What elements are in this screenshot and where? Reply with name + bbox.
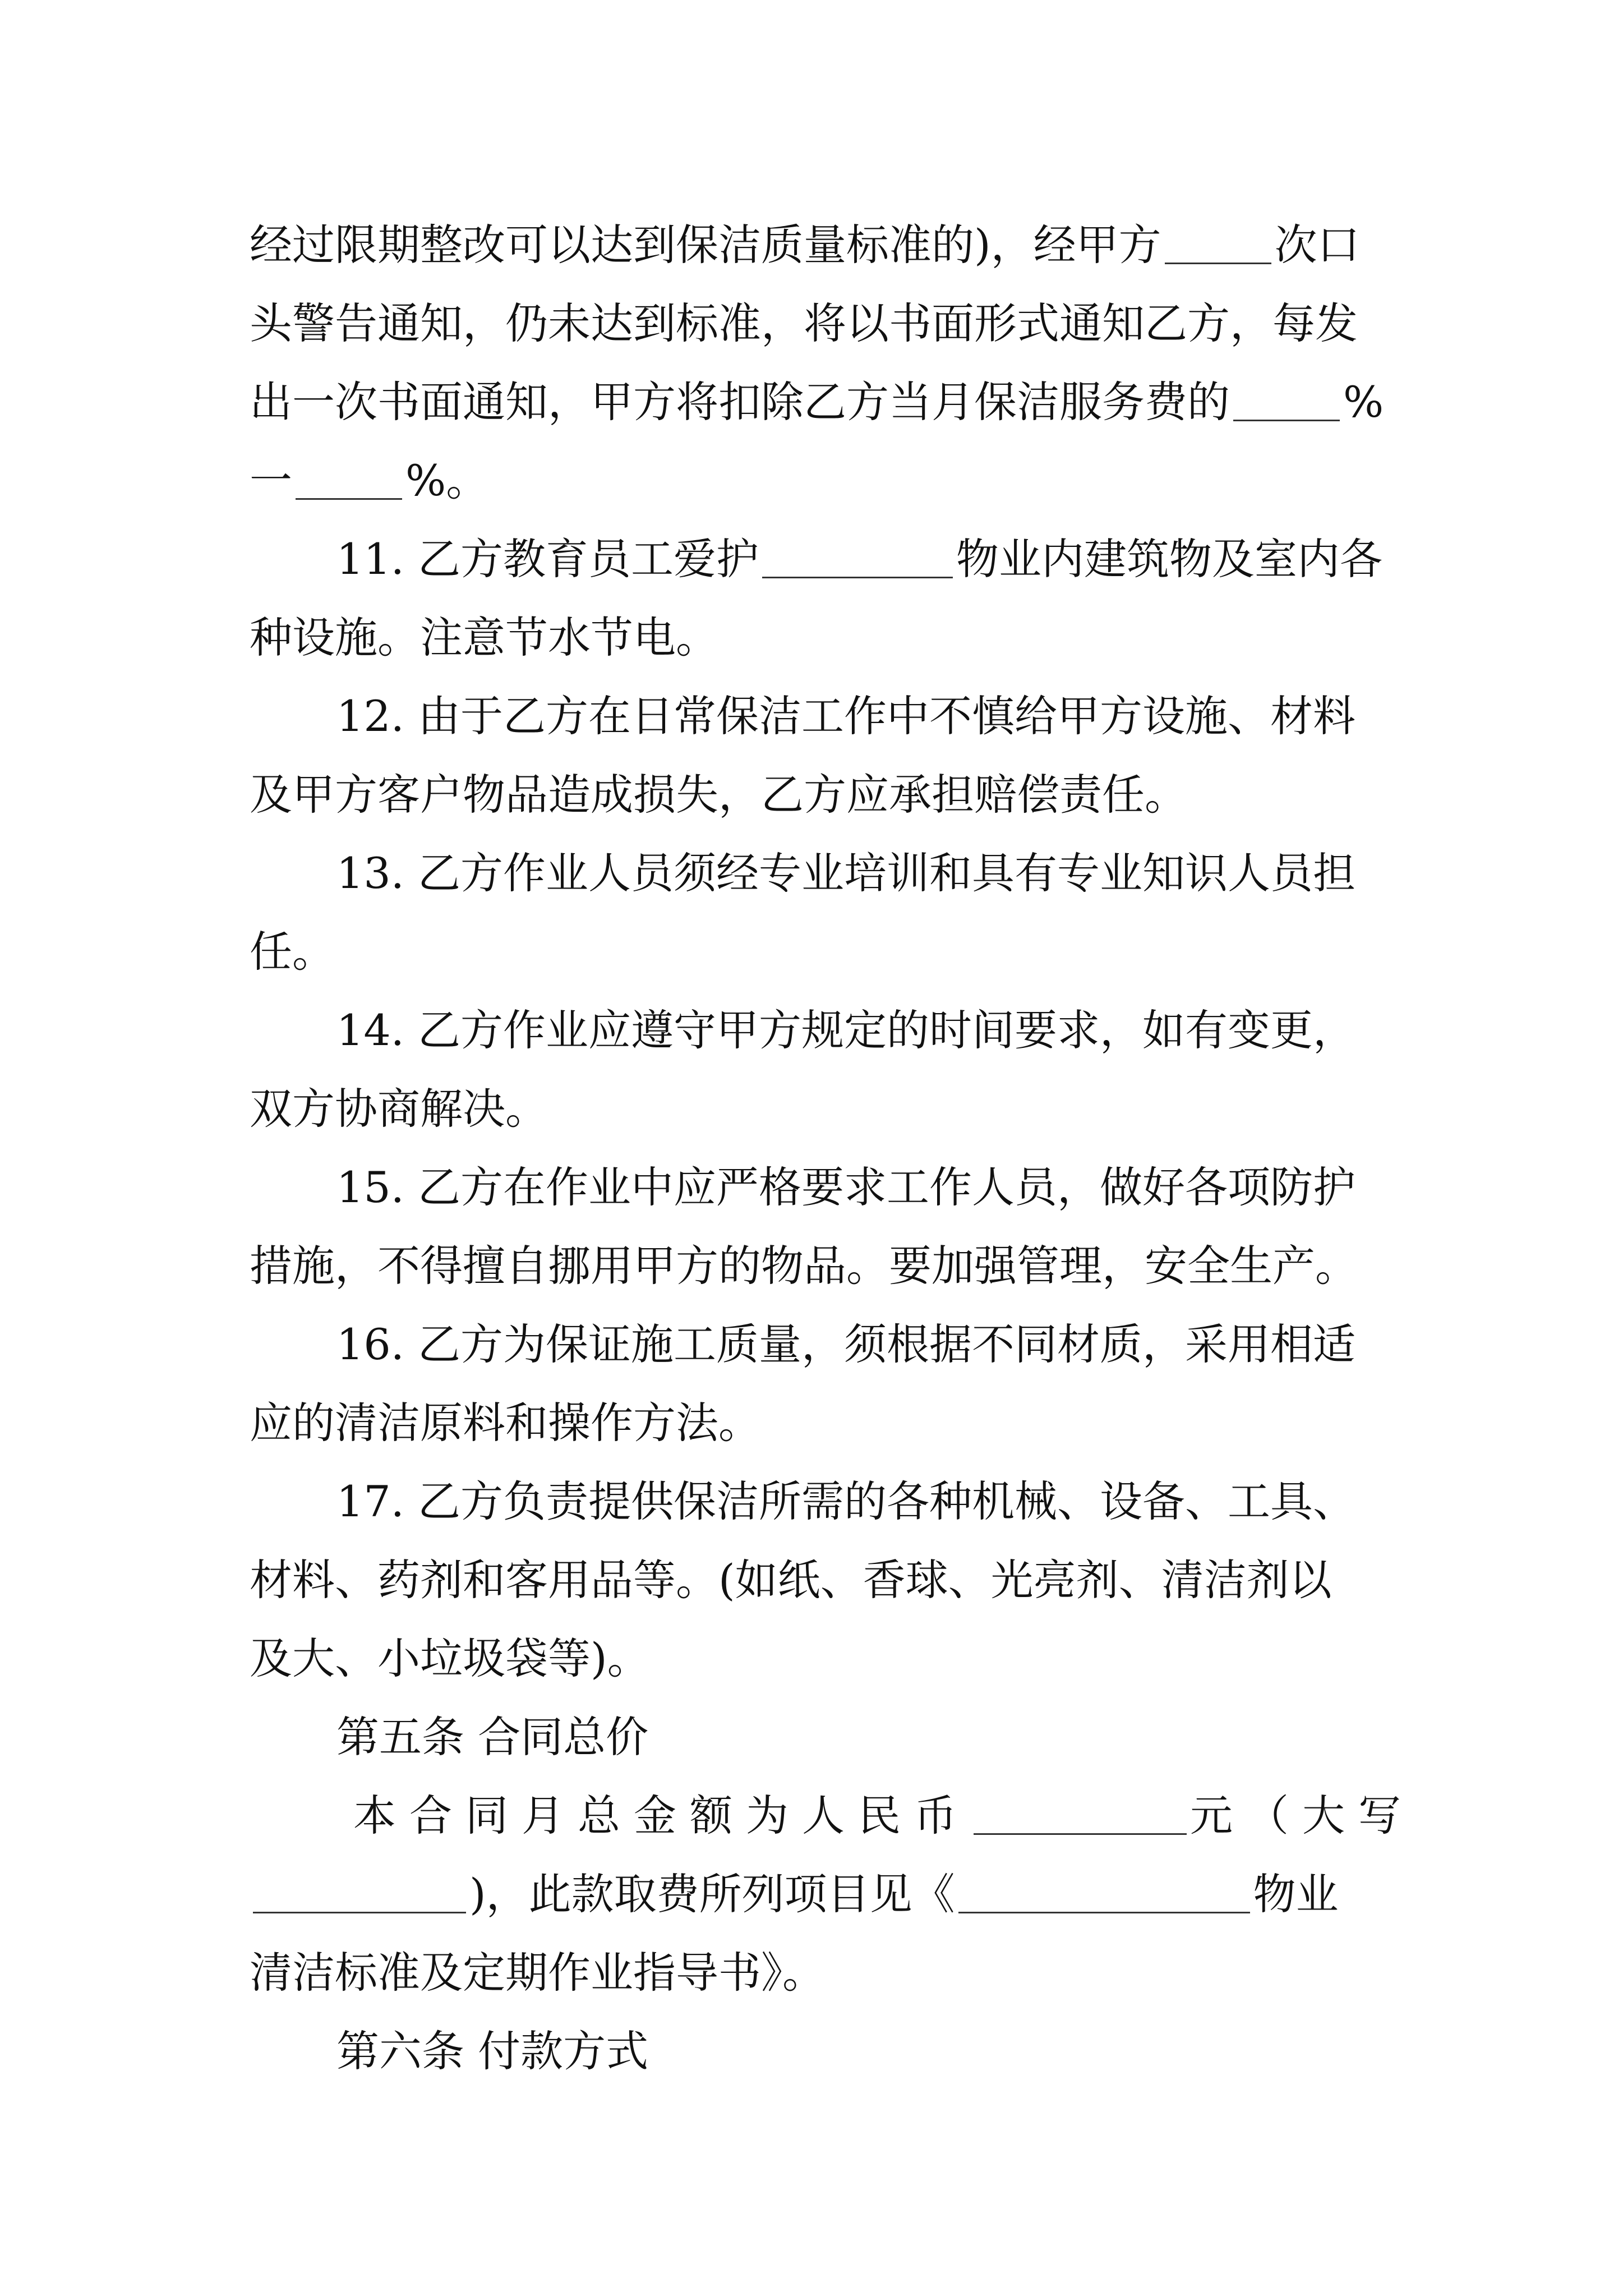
text-segment: 出一次书面通知，甲方将扣除乙方当月保洁服务费的 [250,377,1230,427]
text-line-14 [250,1227,1358,1305]
text-line-9 [336,834,1355,913]
text-segment: 11. 乙方教育员工爱护 [336,534,759,584]
text-segment: 12. 由于乙方在日常保洁工作中不慎给甲方设施、材料 [336,691,1356,741]
text-line-1 [250,206,1360,284]
fill-blank [253,1856,466,1913]
text-segment: 头警告通知，仍未达到标准，将以书面形式通知乙方，每发 [250,298,1358,348]
text-line-4 [250,441,488,520]
text-segment: )，此款取费所列项目见《 [469,1869,955,1919]
text-segment: 14. 乙方作业应遵守甲方规定的时间要求，如有变更， [336,1005,1356,1055]
fill-blank [296,442,402,500]
text-segment: 经过限期整改可以达到保洁质量标准的)，经甲方 [250,220,1161,270]
text-segment: 15. 乙方在作业中应严格要求工作人员，做好各项防护 [336,1162,1356,1212]
text-segment: 物业内建筑物及室内各 [956,534,1383,584]
text-segment: 次口 [1274,220,1360,270]
text-line-12 [250,1070,548,1148]
text-segment: 清洁标准及定期作业指导书》。 [250,1948,825,1998]
text-line-13 [336,1148,1355,1227]
text-segment: 应的清洁原料和操作方法。 [250,1398,761,1448]
fill-blank [1165,206,1271,264]
text-line-5 [336,520,1382,599]
text-line-21 [250,1855,1339,1934]
text-line-7 [336,677,1355,756]
text-line-20 [353,1777,1414,1855]
text-segment: %。 [405,455,489,505]
text-line-8 [250,756,1187,834]
text-segment: 第五条 合同总价 [336,1712,649,1762]
text-line-19 [250,1619,650,1698]
text-line-17 [336,1462,1355,1541]
text-segment: 及大、小垃圾袋等)。 [250,1634,650,1683]
text-segment: % [1343,377,1384,427]
text-segment: 一 [250,455,292,505]
text-line-16 [250,1384,761,1462]
text-segment: 16. 乙方为保证施工质量，须根据不同材质，采用相适 [336,1319,1356,1369]
text-segment: 13. 乙方作业人员须经专业培训和具有专业知识人员担 [336,848,1356,898]
text-line-3 [250,363,1384,441]
text-line-15 [336,1305,1355,1384]
text-segment: 第六条 付款方式 [336,2026,649,2076]
text-segment: 任。 [250,927,335,977]
section-heading-article-6 [336,2012,648,2091]
text-segment: 元（大写 [1190,1791,1414,1841]
text-line-2 [250,284,1358,363]
text-segment: 物业 [1253,1869,1339,1919]
text-line-11 [336,991,1355,1070]
text-segment: 本合同月总金额为人民币 [353,1791,970,1841]
text-segment: 双方协商解决。 [250,1084,548,1134]
text-segment: 措施，不得擅自挪用甲方的物品。要加强管理，安全生产。 [250,1241,1358,1291]
text-segment: 及甲方客户物品造成损失，乙方应承担赔偿责任。 [250,770,1187,820]
text-line-6 [250,599,718,677]
section-heading-article-5 [336,1698,648,1777]
fill-blank [958,1856,1250,1913]
text-segment: 17. 乙方负责提供保洁所需的各种机械、设备、工具、 [336,1476,1356,1526]
text-line-10 [250,913,335,991]
fill-blank [762,521,953,578]
text-segment: 种设施。注意节水节电。 [250,613,718,662]
text-segment: 材料、药剂和客用品等。(如纸、香球、光亮剂、清洁剂以 [250,1555,1332,1605]
fill-blank [1233,364,1340,421]
fill-blank [974,1777,1187,1835]
text-line-22 [250,1934,825,2012]
text-line-18 [250,1541,1332,1619]
